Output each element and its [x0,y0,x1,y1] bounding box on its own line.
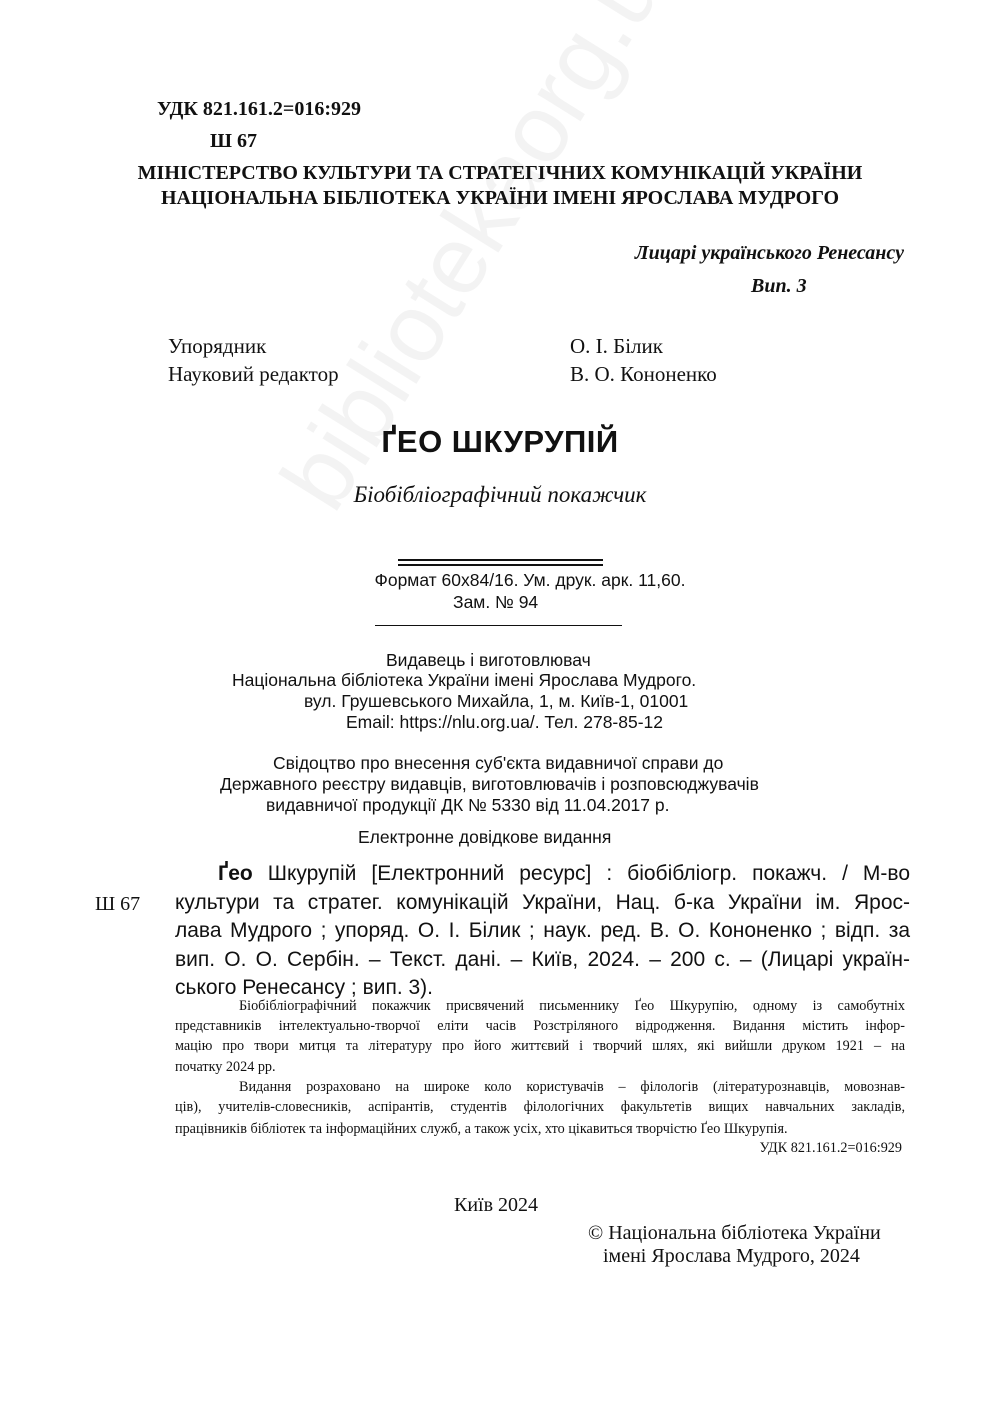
publisher-name: Національна бібліотека України імені Ярослава Мудрого. [232,670,697,690]
double-rule-bottom [398,564,603,566]
compiler-role: Упорядник [168,334,267,358]
annotation-p2-line-3: працівників бібліотек та інформаційних служб, а також усіх, хто цікавиться творчістю Ґео Шкурупія. [175,1121,788,1138]
ministry-name: МІНІСТЕРСТВО КУЛЬТУРИ ТА СТРАТЕГІЧНИХ КОМУНІКАЦІЙ УКРАЇНИ [137,162,863,184]
bibliographic-line-2: культури та стратег. комунікацій України, Нац. б-ка України ім. Ярос- [175,890,910,914]
bibliographic-author-first-word: Ґео [218,862,253,885]
copyright-line-1: © Національна бібліотека України [588,1222,881,1244]
udk-code: УДК 821.161.2=016:929 [157,98,361,120]
certificate-line-3: видавничої продукції ДК № 5330 від 11.04.2017 р. [266,795,670,815]
certificate-line-1: Свідоцтво про внесення суб'єкта видавничої справи до [273,753,724,773]
series-issue: Вип. 3 [751,275,807,297]
bibliographic-line-3: лава Мудрого ; упоряд. О. І. Білик ; наук. ред. В. О. Кононенко ; відп. за [175,919,910,943]
copyright-line-2: імені Ярослава Мудрого, 2024 [603,1245,860,1267]
library-name: НАЦІОНАЛЬНА БІБЛІОТЕКА УКРАЇНИ ІМЕНІ ЯРОСЛАВА МУДРОГО [160,187,840,209]
annotation-p1-line-1: Біобібліографічний покажчик присвячений письменнику Ґео Шкурупію, одному із самобутніх [239,998,905,1014]
annotation-p2-line-2: ців), учителів-словесників, аспірантів, студентів філологічних факультетів вищих навчальних закладів, [175,1099,905,1116]
order-number: Зам. № 94 [453,592,539,612]
publisher-address: вул. Грушевського Михайла, 1, м. Київ-1, 01001 [304,691,689,711]
annotation-p2-line-1: Видання розраховано на широке коло користувачів – філологів (літературознавців, мовознав- [239,1078,905,1095]
bibliographic-line-5: ського Ренесансу ; вип. 3). [175,976,434,1000]
bibliographic-line-4: вип. О. О. Сербін. – Текст. дані. – Київ, 2024. – 200 с. – (Лицарі україн- [175,947,910,971]
shelf-code: Ш 67 [210,130,257,152]
city-year: Київ 2024 [454,1194,539,1216]
format-info: Формат 60х84/16. Ум. друк. арк. 11,60. [374,570,686,590]
annotation-udk: УДК 821.161.2=016:929 [759,1140,902,1156]
edition-type: Електронне довідкове видання [358,827,612,847]
publisher-contacts: Email: https://nlu.org.ua/. Тел. 278-85-12 [346,712,664,732]
editor-role: Науковий редактор [168,362,339,386]
compiler-name: О. І. Білик [570,334,663,358]
editor-name: В. О. Кононенко [570,362,717,386]
certificate-line-2: Державного реєстру видавців, виготовлювачів і розповсюджувачів [220,774,759,794]
separator-rule [375,625,622,626]
annotation-p1-line-4: початку 2024 рр. [175,1058,276,1075]
bibliographic-shelf-code: Ш 67 [95,893,141,915]
series-title: Лицарі українського Ренесансу [634,242,904,264]
double-rule-top [398,559,603,561]
bibliographic-line-1-rest: Шкурупій [Електронний ресурс] : біобібліогр. покажч. / М-во [252,862,910,885]
annotation-p1-line-2: представників інтелектуально-творчої еліти часів Розстріляного відродження. Видання містить інфор- [175,1018,905,1035]
annotation [175,996,905,1139]
book-subtitle: Біобібліографічний покажчик [353,482,647,507]
publisher-heading: Видавець і виготовлювач [386,650,591,670]
bibliographic-record [175,860,910,1003]
annotation-p1-line-3: мацію про твори митця та літературу про його життєвий і творчий шлях, які вийшли друком 1921 – на [175,1038,905,1055]
bibliographic-line-1 [175,860,910,889]
book-title: ҐЕО ШКУРУПІЙ [381,424,619,459]
